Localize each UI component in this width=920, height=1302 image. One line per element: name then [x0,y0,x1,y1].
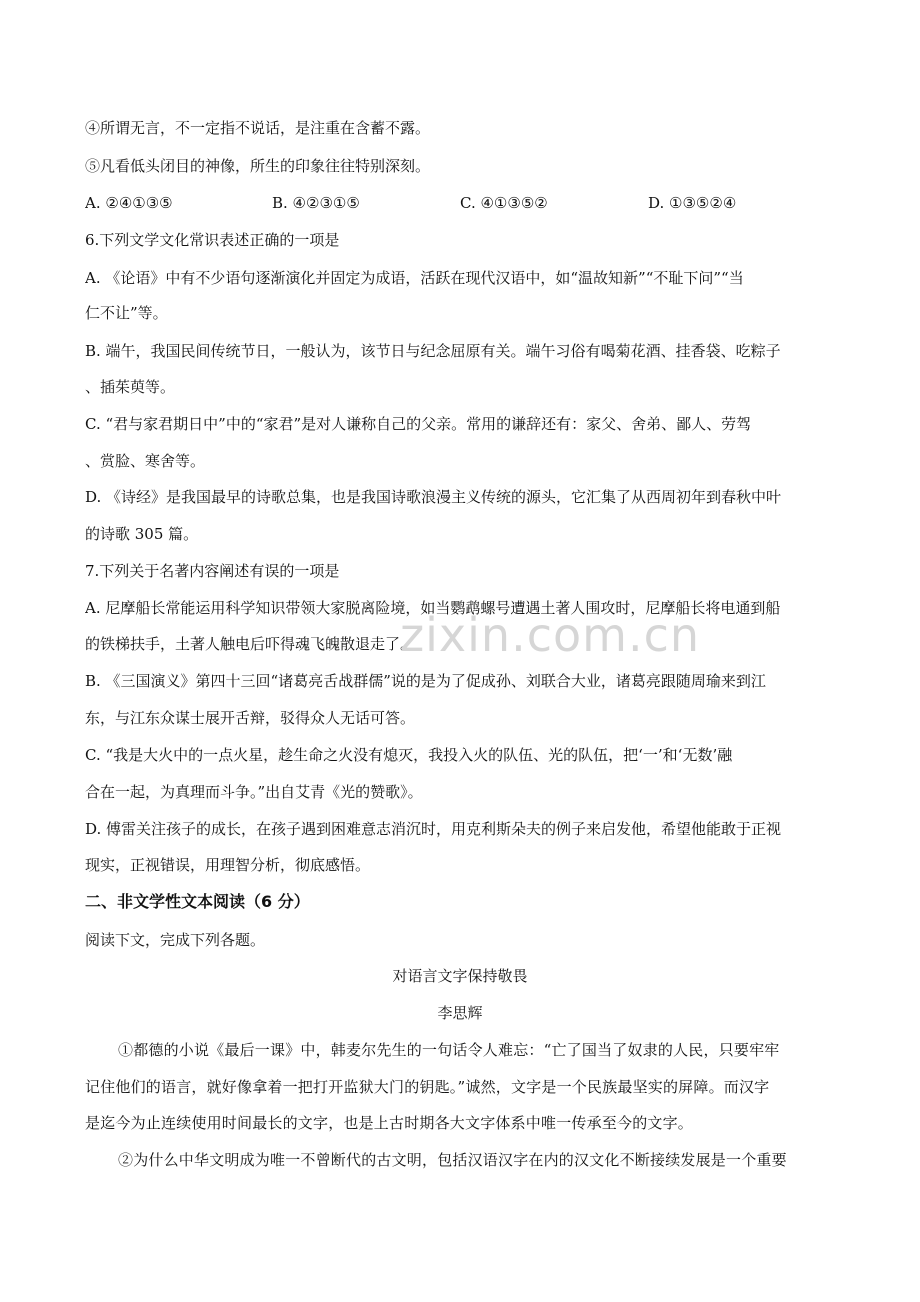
option-c: C. ④①③⑤② [460,194,548,212]
section-instruction: 阅读下文，完成下列各题。 [85,931,266,949]
question-6-option-b-line2: 、插茱萸等。 [85,378,176,396]
question-7-option-a-line1: A. 尼摩船长常能运用科学知识带领大家脱离险境，如当鹦鹉螺号遭遇土著人围攻时，尼摩船长将电通到船 [85,599,781,617]
article-paragraph-1-line2: 记住他们的语言，就好像拿着一把打开监狱大门的钥匙。”诚然，文字是一个民族最坚实的屏障。而汉字 [85,1078,770,1096]
article-paragraph-1-line3: 是迄今为止连续使用时间最长的文字，也是上古时期各大文字体系中唯一传承至今的文字。 [85,1114,694,1132]
section-heading: 二、非文学性文本阅读（6 分） [85,892,310,911]
article-author: 李思辉 [437,1004,483,1022]
watermark: zixin.com.cn [400,608,701,662]
question-7-option-c-line2: 合在一起，为真理而斗争。”出自艾青《光的赞歌》。 [85,783,423,801]
question-6-option-c-line2: 、赏脸、寒舍等。 [85,452,206,470]
article-paragraph-2-line1: ②为什么中华文明成为唯一不曾断代的古文明，包括汉语汉字在内的汉文化不断接续发展是一个重要 [118,1151,787,1169]
option-d: D. ①③⑤②④ [648,194,737,212]
sentence-5: ⑤凡看低头闭目的神像，所生的印象往往特别深刻。 [85,157,431,175]
question-7-option-c-line1: C. “我是大火中的一点火星，趁生命之火没有熄灭，我投入火的队伍、光的队伍，把‘一’和‘无数’融 [85,746,733,764]
question-7-option-d-line1: D. 傅雷关注孩子的成长，在孩子遇到困难意志消沉时，用克利斯朵夫的例子来启发他，希望他能敢于正视 [85,820,782,838]
sentence-4: ④所谓无言，不一定指不说话，是注重在含蓄不露。 [85,119,431,137]
question-6-option-d-line1: D. 《诗经》是我国最早的诗歌总集，也是我国诗歌浪漫主义传统的源头，它汇集了从西周初年到春秋中叶 [85,488,782,506]
question-7-option-a-line2: 的铁梯扶手，土著人触电后吓得魂飞魄散退走了。 [85,635,416,653]
question-6-option-c-line1: C. “君与家君期日中”中的“家君”是对人谦称自己的父亲。常用的谦辞还有：家父、舍弟、鄙人、劳驾 [85,415,752,433]
article-title: 对语言文字保持敬畏 [392,967,528,985]
option-b: B. ④②③①⑤ [272,194,360,212]
article-paragraph-1-line1: ①都德的小说《最后一课》中，韩麦尔先生的一句话令人难忘：“亡了国当了奴隶的人民，只要牢牢 [118,1041,780,1059]
question-7-option-b-line1: B. 《三国演义》第四十三回“诸葛亮舌战群儒”说的是为了促成孙、刘联合大业，诸葛亮跟随周瑜来到江 [85,672,766,690]
question-6-option-d-line2: 的诗歌 305 篇。 [85,525,199,543]
option-a: A. ②④①③⑤ [85,194,173,212]
question-5-options [85,193,845,213]
question-6-option-a-line2: 仁不让”等。 [85,304,168,322]
question-6-stem: 6.下列文学文化常识表述正确的一项是 [85,231,340,249]
question-6-option-a-line1: A. 《论语》中有不少语句逐渐演化并固定为成语，活跃在现代汉语中，如“温故知新”“不耻下问”“当 [85,269,744,287]
question-7-stem: 7.下列关于名著内容阐述有误的一项是 [85,562,340,580]
question-7-option-d-line2: 现实，正视错误，用理智分析，彻底感悟。 [85,856,371,874]
question-7-option-b-line2: 东，与江东众谋士展开舌辩，驳得众人无话可答。 [85,709,416,727]
question-6-option-b-line1: B. 端午，我国民间传统节日，一般认为，该节日与纪念屈原有关。端午习俗有喝菊花酒、挂香袋、吃粽子 [85,342,781,360]
